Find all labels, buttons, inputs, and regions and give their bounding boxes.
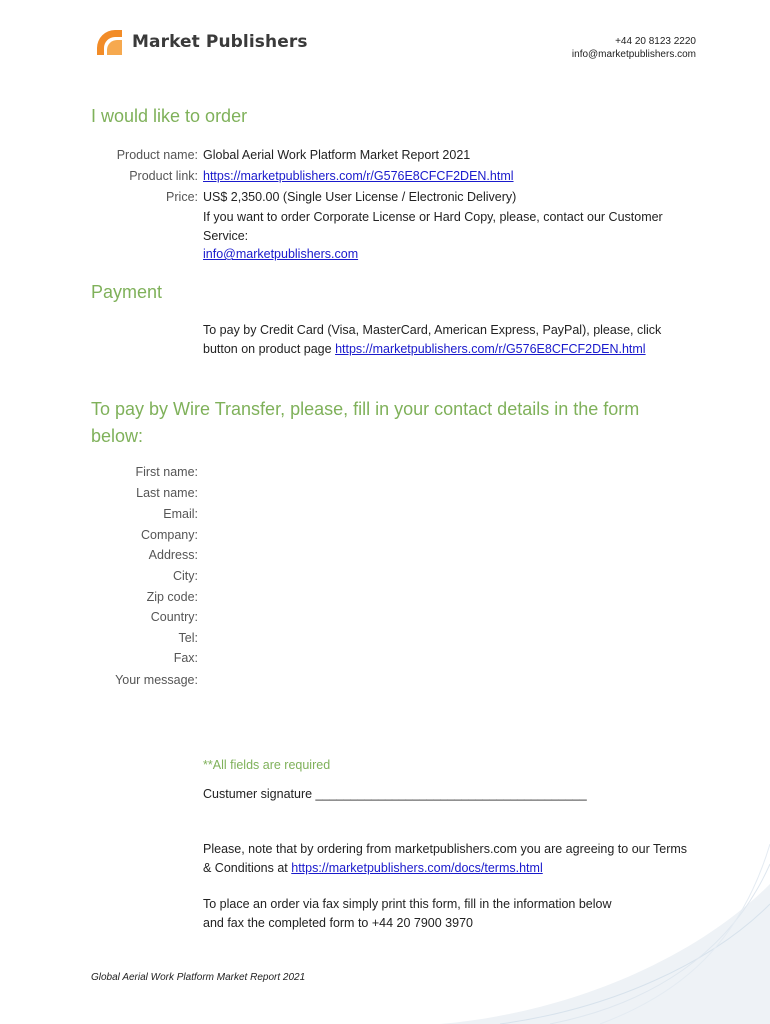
corporate-note-line1: If you want to order Corporate License or Hard Copy, please, contact our Customer bbox=[203, 210, 663, 224]
required-note: **All fields are required bbox=[203, 758, 331, 772]
footer-report-title: Global Aerial Work Platform Market Report 2021 bbox=[91, 972, 306, 983]
corporate-note-line2: Service: bbox=[203, 228, 249, 243]
price-value: US$ 2,350.00 (Single User License / Electronic Delivery) bbox=[203, 190, 517, 204]
field-country: Country: bbox=[150, 610, 198, 624]
field-fax: Fax: bbox=[173, 651, 198, 665]
field-tel: Tel: bbox=[178, 631, 198, 645]
field-city: City: bbox=[173, 569, 198, 583]
field-company: Company: bbox=[141, 528, 198, 542]
payment-line2-prefix: button on product page bbox=[203, 341, 336, 356]
field-zip-code: Zip code: bbox=[146, 590, 198, 604]
terms-line2-prefix: & Conditions at bbox=[203, 860, 292, 875]
service-email-link[interactable]: info@marketpublishers.com bbox=[203, 247, 359, 261]
field-last-name: Last name: bbox=[136, 486, 198, 500]
header-contact bbox=[572, 35, 696, 61]
product-link[interactable]: https://marketpublishers.com/r/G576E8CFCF2DEN.html bbox=[203, 169, 514, 183]
payment-line1: To pay by Credit Card (Visa, MasterCard, American Express, PayPal), please, click bbox=[203, 323, 662, 337]
wire-heading-line2: below: bbox=[91, 426, 144, 446]
fax-line1: To place an order via fax simply print this form, fill in the information below bbox=[203, 897, 612, 911]
price-label: Price: bbox=[166, 190, 198, 204]
wire-heading-line1: To pay by Wire Transfer, please, fill in your contact details in the form bbox=[91, 399, 640, 419]
payment-heading: Payment bbox=[91, 282, 163, 302]
terms-link[interactable]: https://marketpublishers.com/docs/terms.html bbox=[291, 860, 543, 875]
header-phone: +44 20 8123 2220 bbox=[615, 36, 696, 47]
brand-name: Market Publishers bbox=[132, 32, 308, 52]
field-address: Address: bbox=[148, 548, 198, 562]
field-your-message: Your message: bbox=[115, 673, 198, 687]
product-name-label: Product name: bbox=[116, 148, 198, 162]
field-email: Email: bbox=[163, 507, 198, 521]
order-heading: I would like to order bbox=[91, 106, 248, 126]
header-email[interactable]: info@marketpublishers.com bbox=[571, 49, 696, 60]
decorative-swoosh bbox=[440, 844, 770, 1024]
brand-logo bbox=[95, 28, 308, 56]
terms-line1: Please, note that by ordering from marketpublishers.com you are agreeing to our Terms bbox=[203, 842, 688, 856]
fax-line2: and fax the completed form to +44 20 7900 3970 bbox=[203, 915, 473, 930]
product-link-label: Product link: bbox=[129, 169, 198, 183]
payment-product-link[interactable]: https://marketpublishers.com/r/G576E8CFCF2DEN.html bbox=[335, 341, 646, 356]
field-first-name: First name: bbox=[135, 465, 198, 479]
signature-line: Custumer signature _______________________________________ bbox=[203, 787, 587, 801]
corporate-note bbox=[203, 208, 663, 264]
logo-mark-icon bbox=[95, 28, 125, 56]
product-name-value: Global Aerial Work Platform Market Report 2021 bbox=[203, 148, 471, 162]
payment-text bbox=[203, 321, 661, 358]
wire-heading bbox=[91, 396, 639, 450]
